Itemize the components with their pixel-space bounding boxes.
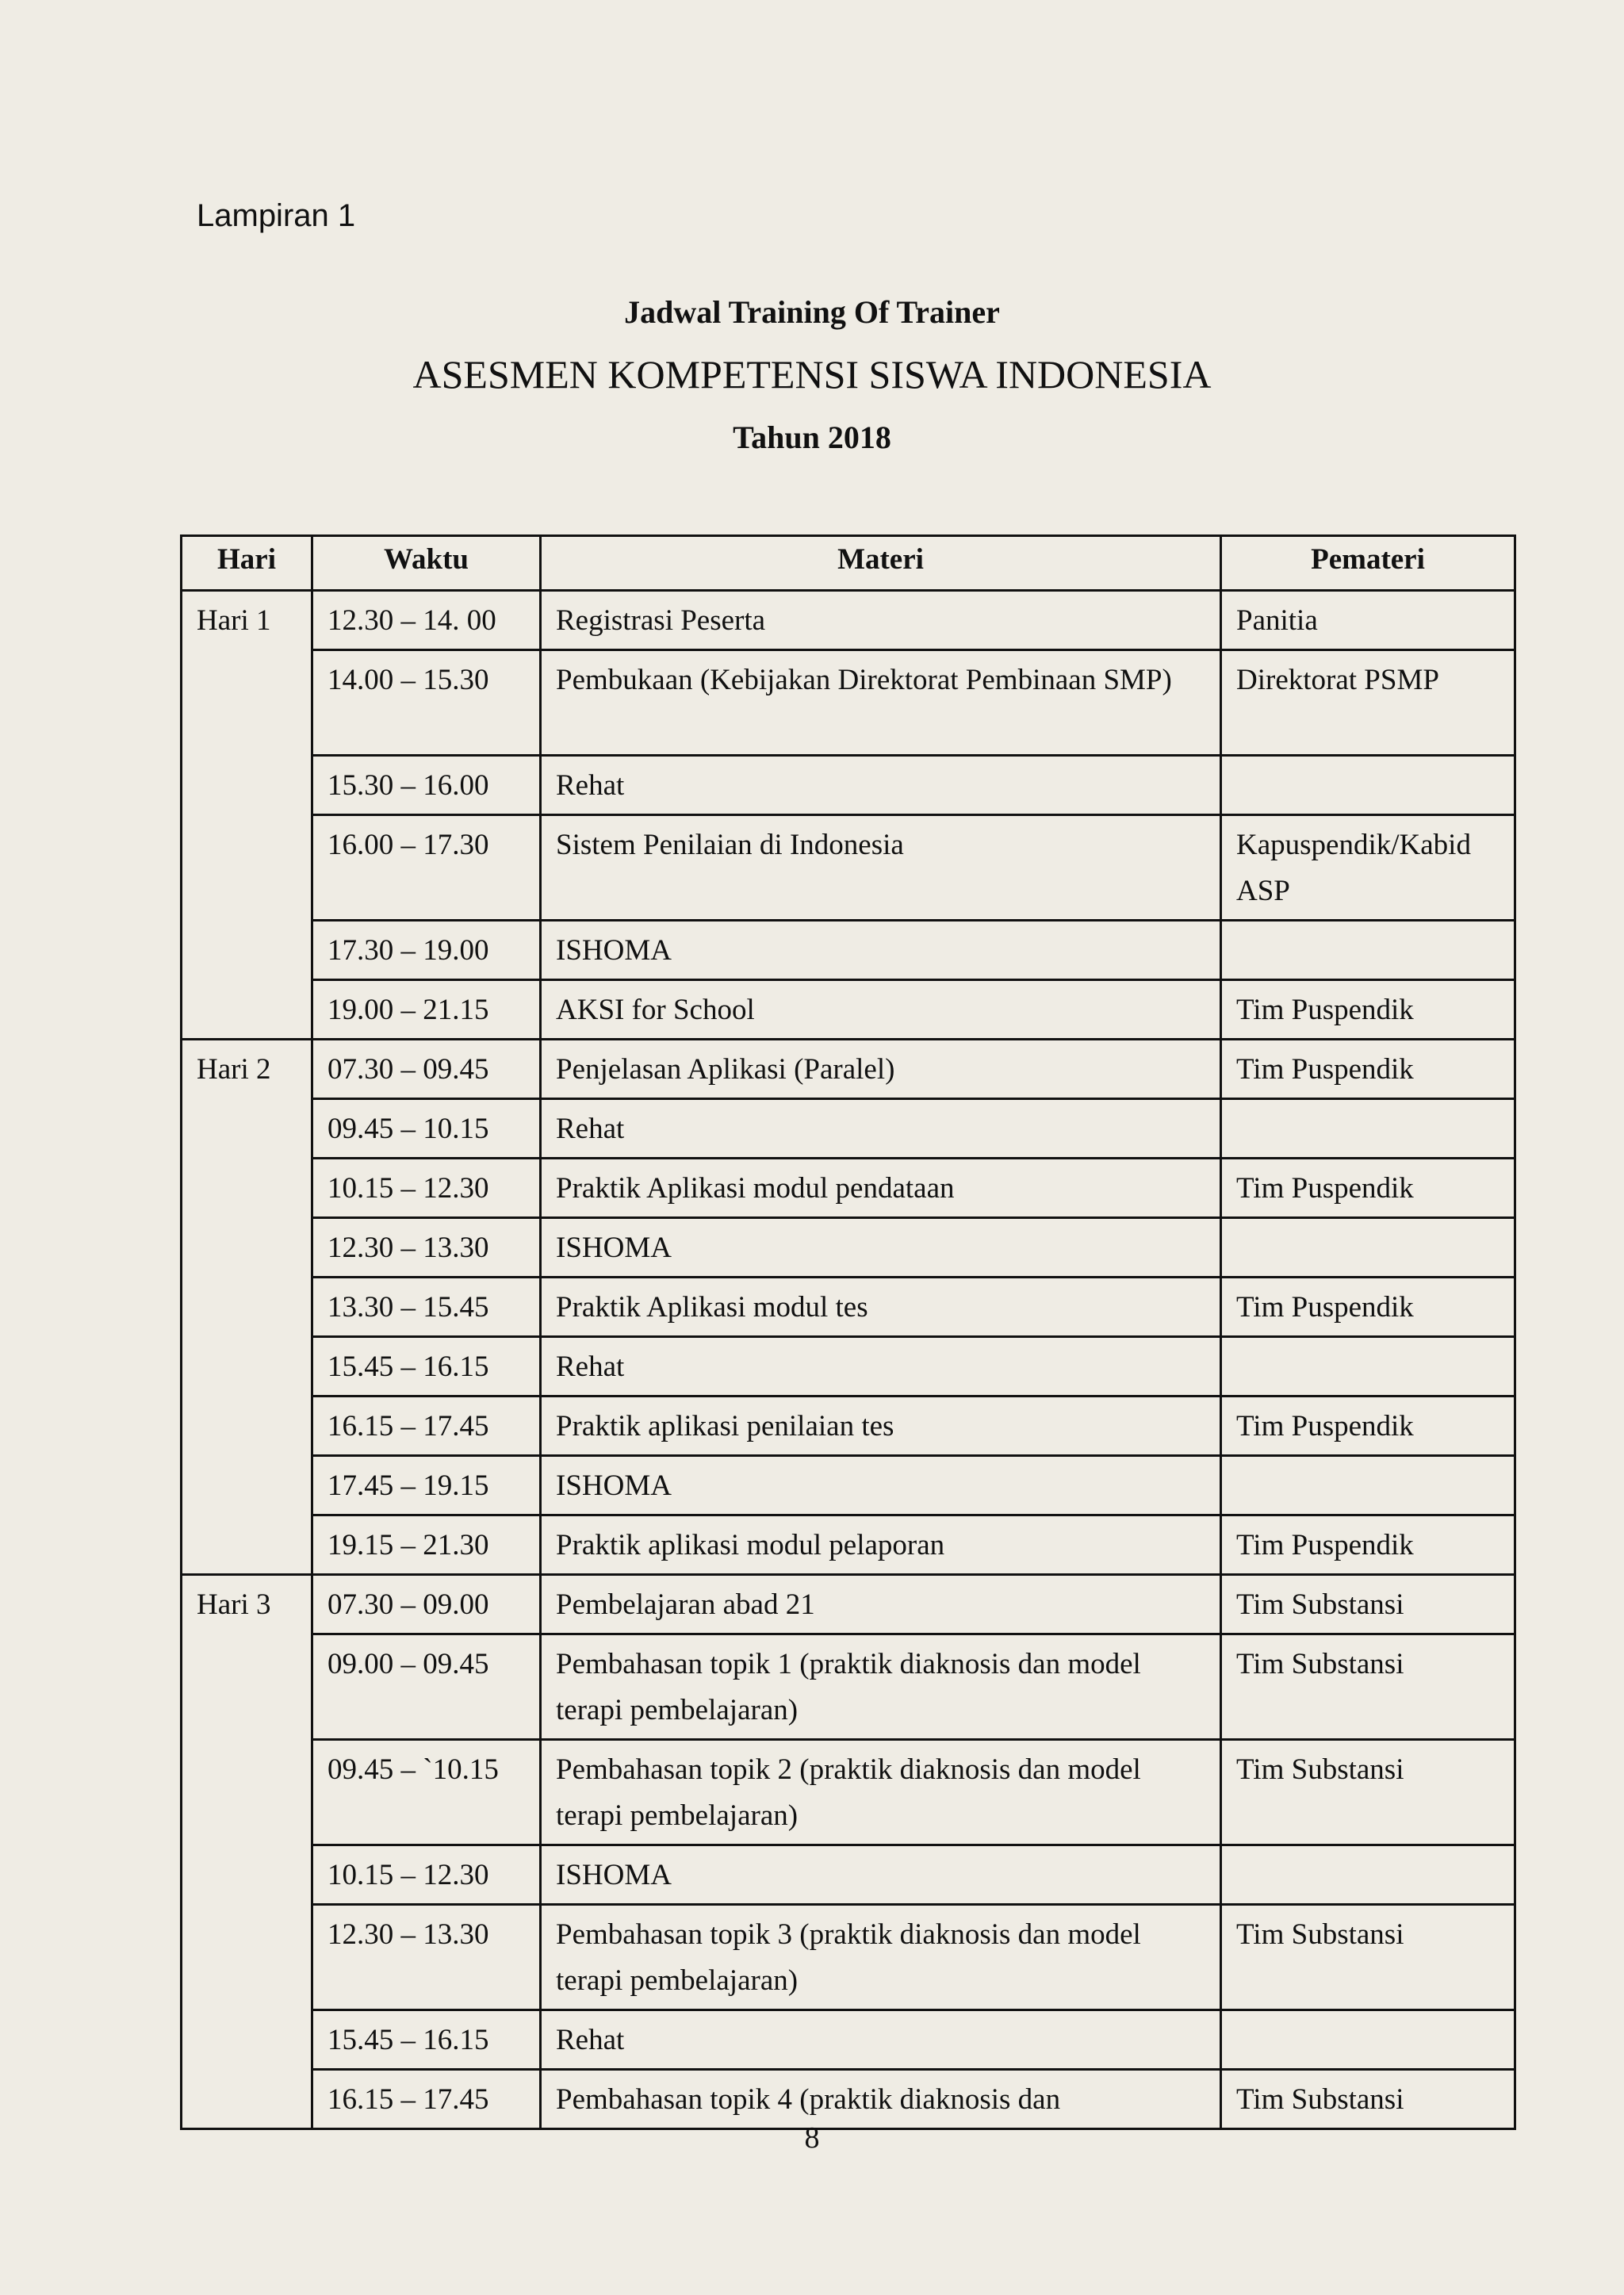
table-row: [182, 1740, 1515, 1845]
presenter-cell: Tim Puspendik: [1221, 1278, 1515, 1337]
table-row: [182, 1218, 1515, 1278]
time-cell: 15.45 – 16.15: [312, 1337, 541, 1397]
presenter-cell: [1221, 1456, 1515, 1515]
presenter-cell: Tim Substansi: [1221, 1634, 1515, 1740]
time-cell: 15.30 – 16.00: [312, 756, 541, 815]
material-cell: ISHOMA: [541, 1845, 1221, 1905]
table-row: [182, 756, 1515, 815]
time-cell: 15.45 – 16.15: [312, 2010, 541, 2070]
presenter-cell: [1221, 2010, 1515, 2070]
presenter-cell: [1221, 1218, 1515, 1278]
document-year: Tahun 2018: [733, 420, 891, 455]
table-row: [182, 1159, 1515, 1218]
day-cell: Hari 2: [182, 1040, 312, 1575]
document-subtitle: ASESMEN KOMPETENSI SISWA INDONESIA: [412, 352, 1212, 397]
material-cell: Praktik aplikasi penilaian tes: [541, 1397, 1221, 1456]
presenter-cell: Tim Puspendik: [1221, 980, 1515, 1040]
material-cell: Rehat: [541, 1337, 1221, 1397]
time-cell: 07.30 – 09.00: [312, 1575, 541, 1634]
presenter-cell: Tim Substansi: [1221, 1905, 1515, 2010]
material-cell: Registrasi Peserta: [541, 591, 1221, 650]
time-cell: 12.30 – 14. 00: [312, 591, 541, 650]
presenter-cell: [1221, 1099, 1515, 1159]
day-cell: Hari 1: [182, 591, 312, 1040]
time-cell: 17.45 – 19.15: [312, 1456, 541, 1515]
presenter-cell: Tim Substansi: [1221, 2070, 1515, 2129]
table-row: [182, 980, 1515, 1040]
material-cell: Sistem Penilaian di Indonesia: [541, 815, 1221, 921]
table-row: [182, 650, 1515, 756]
time-cell: 09.45 – `10.15: [312, 1740, 541, 1845]
header-pemateri: Pemateri: [1221, 536, 1515, 591]
table-row: [182, 1845, 1515, 1905]
material-cell: AKSI for School: [541, 980, 1221, 1040]
table-row: [182, 815, 1515, 921]
material-cell: Rehat: [541, 2010, 1221, 2070]
schedule-body: [182, 591, 1515, 2129]
presenter-cell: [1221, 1845, 1515, 1905]
presenter-cell: [1221, 1337, 1515, 1397]
time-cell: 17.30 – 19.00: [312, 921, 541, 980]
time-cell: 19.00 – 21.15: [312, 980, 541, 1040]
material-cell: Praktik Aplikasi modul pendataan: [541, 1159, 1221, 1218]
time-cell: 16.00 – 17.30: [312, 815, 541, 921]
table-row: [182, 1337, 1515, 1397]
material-cell: ISHOMA: [541, 1218, 1221, 1278]
presenter-cell: [1221, 756, 1515, 815]
time-cell: 16.15 – 17.45: [312, 1397, 541, 1456]
material-cell: Pembahasan topik 1 (praktik diaknosis dan model terapi pembelajaran): [541, 1634, 1221, 1740]
material-cell: Pembelajaran abad 21: [541, 1575, 1221, 1634]
day-cell: Hari 3: [182, 1575, 312, 2129]
material-cell: Penjelasan Aplikasi (Paralel): [541, 1040, 1221, 1099]
presenter-cell: Tim Puspendik: [1221, 1159, 1515, 1218]
time-cell: 12.30 – 13.30: [312, 1905, 541, 2010]
table-row: [182, 1905, 1515, 2010]
time-cell: 16.15 – 17.45: [312, 2070, 541, 2129]
time-cell: 10.15 – 12.30: [312, 1159, 541, 1218]
table-header-row: [182, 536, 1515, 591]
time-cell: 12.30 – 13.30: [312, 1218, 541, 1278]
attachment-label: Lampiran 1: [197, 198, 356, 233]
material-cell: Pembahasan topik 2 (praktik diaknosis dan model terapi pembelajaran): [541, 1740, 1221, 1845]
table-row: [182, 1456, 1515, 1515]
table-row: [182, 921, 1515, 980]
time-cell: 09.00 – 09.45: [312, 1634, 541, 1740]
presenter-cell: Panitia: [1221, 591, 1515, 650]
table-row: [182, 2010, 1515, 2070]
table-row: [182, 1575, 1515, 1634]
presenter-cell: Direktorat PSMP: [1221, 650, 1515, 756]
time-cell: 07.30 – 09.45: [312, 1040, 541, 1099]
material-cell: Rehat: [541, 756, 1221, 815]
document-title: Jadwal Training Of Trainer: [624, 294, 1000, 330]
material-cell: ISHOMA: [541, 1456, 1221, 1515]
presenter-cell: [1221, 921, 1515, 980]
table-row: [182, 1515, 1515, 1575]
material-cell: Pembukaan (Kebijakan Direktorat Pembinaan SMP): [541, 650, 1221, 756]
time-cell: 09.45 – 10.15: [312, 1099, 541, 1159]
time-cell: 19.15 – 21.30: [312, 1515, 541, 1575]
presenter-cell: Tim Substansi: [1221, 1575, 1515, 1634]
table-row: [182, 1634, 1515, 1740]
presenter-cell: Tim Puspendik: [1221, 1397, 1515, 1456]
header-materi: Materi: [541, 536, 1221, 591]
table-row: [182, 1040, 1515, 1099]
presenter-cell: Tim Substansi: [1221, 1740, 1515, 1845]
material-cell: Rehat: [541, 1099, 1221, 1159]
table-row: [182, 591, 1515, 650]
header-waktu: Waktu: [312, 536, 541, 591]
schedule-table: [180, 534, 1516, 2130]
header-hari: Hari: [182, 536, 312, 591]
presenter-cell: Tim Puspendik: [1221, 1515, 1515, 1575]
material-cell: Pembahasan topik 3 (praktik diaknosis dan model terapi pembelajaran): [541, 1905, 1221, 2010]
material-cell: Praktik Aplikasi modul tes: [541, 1278, 1221, 1337]
presenter-cell: Kapuspendik/Kabid ASP: [1221, 815, 1515, 921]
material-cell: ISHOMA: [541, 921, 1221, 980]
time-cell: 13.30 – 15.45: [312, 1278, 541, 1337]
table-row: [182, 1397, 1515, 1456]
table-row: [182, 1099, 1515, 1159]
time-cell: 14.00 – 15.30: [312, 650, 541, 756]
material-cell: Pembahasan topik 4 (praktik diaknosis dan: [541, 2070, 1221, 2129]
material-cell: Praktik aplikasi modul pelaporan: [541, 1515, 1221, 1575]
presenter-cell: Tim Puspendik: [1221, 1040, 1515, 1099]
time-cell: 10.15 – 12.30: [312, 1845, 541, 1905]
page-number: 8: [804, 2121, 820, 2155]
table-row: [182, 1278, 1515, 1337]
